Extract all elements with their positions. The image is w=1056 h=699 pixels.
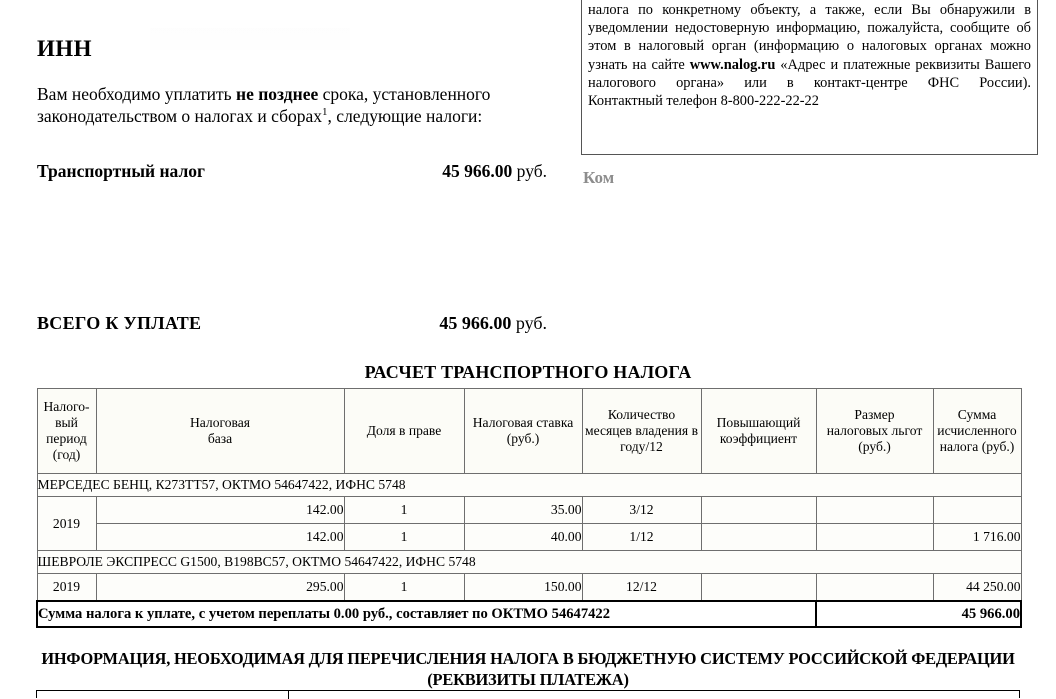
kom-faded-value <box>831 170 991 186</box>
cell-calculated-sum: 44 250.00 <box>933 574 1021 602</box>
grand-total-label: ВСЕГО К УПЛАТЕ <box>37 313 202 333</box>
table-row <box>37 574 1021 602</box>
cell-tax-period: 2019 <box>37 574 96 602</box>
notice-paragraph <box>588 1 1031 92</box>
grand-total-amount: 45 966.00 <box>439 313 512 333</box>
col-header-tax-rate-l2: (руб.) <box>506 431 540 446</box>
cell-tax-rate: 35.00 <box>464 497 582 524</box>
col-header-tax-period-l4: (год) <box>52 447 81 462</box>
col-header-coefficient-l1: Повышающий <box>716 415 801 430</box>
tax-item-row <box>37 161 547 182</box>
cell-share: 1 <box>344 524 464 551</box>
footnote-marker: 1 <box>322 105 328 118</box>
cell-share: 1 <box>344 574 464 602</box>
instruction-text-part-2: срока, установленного законодательством о налогах и сборах <box>37 84 491 126</box>
col-header-calculated-sum-l2: исчисленного <box>937 423 1017 438</box>
instruction-text-part-3: , следующие налоги: <box>327 105 483 126</box>
notice-text-part-1: налога по конкретному объекту, а также, если Вы обнаружили в уведомлении недостоверную информацию, пожалуйста, сообщите об этом в налоговый орган (информацию о налоговых органах можно узнать на сайте <box>588 2 1031 73</box>
col-header-tax-period <box>37 389 96 474</box>
calc-table-head <box>37 389 1021 474</box>
cell-tax-base: 142.00 <box>96 497 344 524</box>
cell-months: 3/12 <box>582 497 701 524</box>
cell-benefit <box>816 574 933 602</box>
instruction-emphasis: не позднее <box>236 84 319 104</box>
col-header-tax-base-l1: Налоговая <box>189 415 251 430</box>
cell-calculated-sum <box>933 497 1021 524</box>
cell-tax-base: 142.00 <box>96 524 344 551</box>
col-header-coefficient <box>701 389 816 474</box>
col-header-tax-period-l2: вый <box>55 415 78 430</box>
cell-tax-rate: 40.00 <box>464 524 582 551</box>
col-header-months-l3: году/12 <box>620 439 663 454</box>
col-header-months <box>582 389 701 474</box>
cell-tax-base: 295.00 <box>96 574 344 602</box>
vehicle-caption: ШЕВРОЛЕ ЭКСПРЕСС G1500, В198ВС57, ОКТМО 54647422, ИФНС 5748 <box>37 551 1021 574</box>
table-row <box>37 524 1021 551</box>
col-header-benefit <box>816 389 933 474</box>
cell-benefit <box>816 524 933 551</box>
col-header-tax-rate <box>464 389 582 474</box>
col-header-tax-base <box>96 389 344 474</box>
table-row <box>37 497 1021 524</box>
notice-website-link[interactable]: www.nalog.ru <box>689 56 776 73</box>
tax-item-name: Транспортный налог <box>37 161 205 181</box>
tax-item-amount: 45 966.00 <box>442 161 513 181</box>
summary-text: Сумма налога к уплате, с учетом переплаты 0.00 руб., составляет по ОКТМО 54647422 <box>37 601 816 627</box>
cell-benefit <box>816 497 933 524</box>
vehicle-caption-row <box>37 551 1021 574</box>
notice-box <box>581 0 1038 155</box>
col-header-tax-rate-l1: Налоговая ставка <box>472 415 574 430</box>
vehicle-caption: МЕРСЕДЕС БЕНЦ, К273ТТ57, ОКТМО 54647422, ИФНС 5748 <box>37 474 1021 497</box>
grand-total-row <box>37 313 547 334</box>
inn-label: ИНН <box>37 36 92 61</box>
cell-coefficient <box>701 524 816 551</box>
summary-row <box>37 601 1021 627</box>
notice-phone-line: Контактный телефон 8-800-222-22-22 <box>588 93 819 110</box>
col-header-benefit-l3: (руб.) <box>858 439 891 454</box>
col-header-calculated-sum <box>933 389 1021 474</box>
vehicle-caption-row <box>37 474 1021 497</box>
cell-calculated-sum: 1 716.00 <box>933 524 1021 551</box>
calc-header-row <box>37 389 1021 474</box>
tax-item-currency: руб. <box>516 161 547 181</box>
cell-tax-period: 2019 <box>37 497 96 551</box>
col-header-months-l1: Количество <box>607 407 676 422</box>
col-header-calculated-sum-l3: налога (руб.) <box>939 439 1015 454</box>
kom-label: Ком <box>583 168 615 187</box>
cell-coefficient <box>701 497 816 524</box>
grand-total-amount-group <box>439 313 547 334</box>
calc-table-title: РАСЧЕТ ТРАНСПОРТНОГО НАЛОГА <box>364 362 692 382</box>
col-header-tax-period-l3: период <box>46 431 87 446</box>
col-header-benefit-l2: налоговых льгот <box>826 423 923 438</box>
calc-table-body <box>37 474 1021 628</box>
cell-months: 12/12 <box>582 574 701 602</box>
col-header-share: Доля в праве <box>344 389 464 474</box>
col-header-months-l2: месяцев владения в <box>584 423 698 438</box>
payment-details-section-title <box>36 648 1020 690</box>
cell-coefficient <box>701 574 816 602</box>
cell-share: 1 <box>344 497 464 524</box>
instruction-text-part-1: Вам необходимо уплатить <box>37 84 236 104</box>
payment-details-table-start <box>36 690 1020 698</box>
col-header-coefficient-l2: коэффициент <box>719 431 798 446</box>
faded-kom-row <box>583 168 1023 190</box>
transport-tax-calculation-table <box>36 388 1022 628</box>
summary-value: 45 966.00 <box>816 601 1021 627</box>
payment-details-title-line-2: ФЕДЕРАЦИИ (РЕКВИЗИТЫ ПЛАТЕЖА) <box>427 649 1015 689</box>
col-header-tax-base-l2: база <box>207 431 233 446</box>
payment-instruction-paragraph <box>37 84 507 127</box>
notice-text-part-2: «Адрес и платежные реквизиты Вашего налогового органа» или в контакт-центре ФНС России). <box>588 56 1031 91</box>
tax-item-amount-group <box>442 161 547 182</box>
col-header-tax-period-l1: Налого- <box>43 399 90 414</box>
col-header-benefit-l1: Размер <box>854 407 895 422</box>
grand-total-currency: руб. <box>515 313 547 333</box>
cell-tax-rate: 150.00 <box>464 574 582 602</box>
payment-details-title-line-1: ИНФОРМАЦИЯ, НЕОБХОДИМАЯ ДЛЯ ПЕРЕЧИСЛЕНИЯ НАЛОГА В БЮДЖЕТНУЮ СИСТЕМУ РОССИЙСКОЙ <box>41 649 908 668</box>
col-header-calculated-sum-l1: Сумма <box>957 407 997 422</box>
redacted-header-block <box>150 28 350 50</box>
cell-months: 1/12 <box>582 524 701 551</box>
